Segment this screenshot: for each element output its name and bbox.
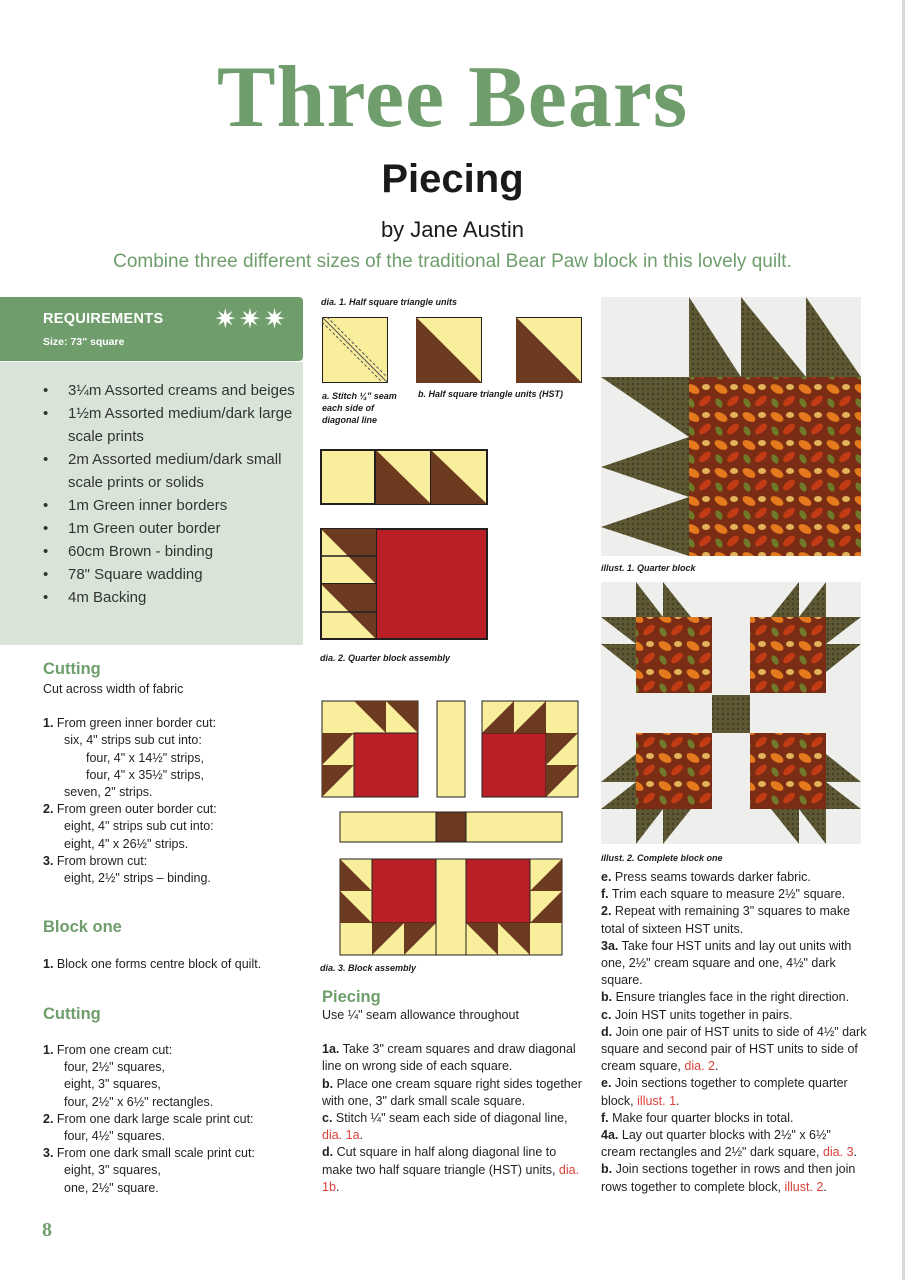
bottom-row <box>340 859 562 955</box>
hst-unit-1 <box>416 317 482 383</box>
piecing-heading: Piecing <box>322 988 381 1006</box>
list-item: • 60cm Brown - binding <box>68 540 300 563</box>
intro-text: Combine three different sizes of the traditional Bear Paw block in this lovely quilt. <box>113 251 792 272</box>
dia3-caption: dia. 3. Block assembly <box>320 963 417 973</box>
illust1-link[interactable]: illust. 1 <box>637 1093 677 1108</box>
requirements-title: REQUIREMENTS <box>43 311 164 327</box>
quarter-block-photo <box>601 297 861 556</box>
block-one-step: 1. Block one forms centre block of quilt. <box>43 957 262 971</box>
dia1a-caption: a. Stitch ¼" seam each side of diagonal line <box>322 391 397 425</box>
list-item: • 3¼m Assorted creams and beiges <box>68 379 300 402</box>
illust1-caption: illust. 1. Quarter block <box>601 563 696 573</box>
dia3-link[interactable]: dia. 3 <box>822 1145 854 1160</box>
piecing-steps-continued: e. Press seams towards darker fabric. f. Trim each square to measure 2½" square. 2. Repeat with remaining 3" squares to make total of sixteen HST units. 3a. Take four HST units and lay out units with one, 2½" cream square and one, 4½" dark square. b. Ensure triangles face in the right direction. c. Join HST units together in pairs. d. Join one pair of HST units to side of 4½" dark square and second pair of HST units to side of cream square, dia. 2. e. Join sections together to complete quarter block, illust. 1. f. Make four quarter blocks in total. 4a. Lay out quarter blocks with 2½" x 6½" cream rectangles and 2½" dark square, dia. 3. b. Join sections together in rows and then join rows together to complete block, illust. 2. <box>601 870 867 1194</box>
stars-icon: ✷✷✷ <box>214 304 288 334</box>
requirements-size: Size: 73" square <box>43 336 125 348</box>
requirements-list <box>68 379 300 609</box>
hst-stitch-diagram <box>322 317 388 383</box>
cutting-heading: Cutting <box>43 660 101 678</box>
cutting-steps: Cut across width of fabric 1. From green inner border cut: six, 4" strips sub cut into: four, 4" x 14½" strips, four, 4" x 35½" strips, seven, 2" strips. 2. From green outer border cut: eight, 4" strips sub cut into: eight, 4" x 26½" strips. 3. From brown cut: eight, 2½" strips – binding. <box>43 681 293 887</box>
hst-unit-2 <box>516 317 582 383</box>
cutting2-steps: 1. From one cream cut: four, 2½" squares, eight, 3" squares, four, 2½" x 6½" rectangles. 2. From one dark large scale print cut: four, 4½" squares. 3. From one dark small scale print cut: eight, 3" squares, one, 2½" square. <box>43 1043 255 1195</box>
requirements-header <box>0 297 303 361</box>
page-number: 8 <box>42 1219 52 1241</box>
list-item: • 78" Square wadding <box>68 563 300 586</box>
list-item: • 4m Backing <box>68 586 300 609</box>
illust2-caption: illust. 2. Complete block one <box>601 853 723 863</box>
block-one-heading: Block one <box>43 918 122 936</box>
page-title: Three Bears <box>216 49 689 146</box>
list-item: • 1m Green inner borders <box>68 494 300 517</box>
block-assembly-diagram <box>320 699 580 957</box>
list-item: • 1½m Assorted medium/dark large scale prints <box>68 402 300 448</box>
quarter-block-tr <box>482 701 578 797</box>
dia2-link[interactable]: dia. 2 <box>684 1059 715 1074</box>
illust2-link[interactable]: illust. 2 <box>784 1179 824 1194</box>
quarter-block-diagram <box>320 528 488 640</box>
quarter-block-tl <box>322 701 418 797</box>
complete-block-photo <box>601 582 861 844</box>
list-item: • 1m Green outer border <box>68 517 300 540</box>
cutting-note: Cut across width of fabric <box>43 682 184 696</box>
dia1b-caption: b. Half square triangle units (HST) <box>418 389 564 399</box>
page-subtitle: Piecing <box>381 157 524 201</box>
list-item: • 2m Assorted medium/dark small scale prints or solids <box>68 448 300 494</box>
byline: by Jane Austin <box>380 217 525 242</box>
centre-square <box>436 812 466 842</box>
dia1b-link[interactable]: dia. 1b <box>322 1162 580 1194</box>
dia2-caption: dia. 2. Quarter block assembly <box>320 653 451 663</box>
quarter-block-top-row <box>320 449 488 505</box>
cutting2-heading: Cutting <box>43 1005 101 1023</box>
dia1a-link[interactable]: dia. 1a <box>322 1128 360 1143</box>
dia1-caption: dia. 1. Half square triangle units <box>321 297 458 307</box>
piecing-steps: Use ¼" seam allowance throughout 1a. Take 3" cream squares and draw diagonal line on wrong side of each square. b. Place one cream square right sides together with one, 3" dark small scale square. c. Stitch ¼" seam each side of diagonal line, dia. 1a. d. Cut square in half along diagonal line to make two half square triangle (HST) units, dia. 1b. <box>322 1008 582 1194</box>
sashing-top <box>437 701 465 797</box>
